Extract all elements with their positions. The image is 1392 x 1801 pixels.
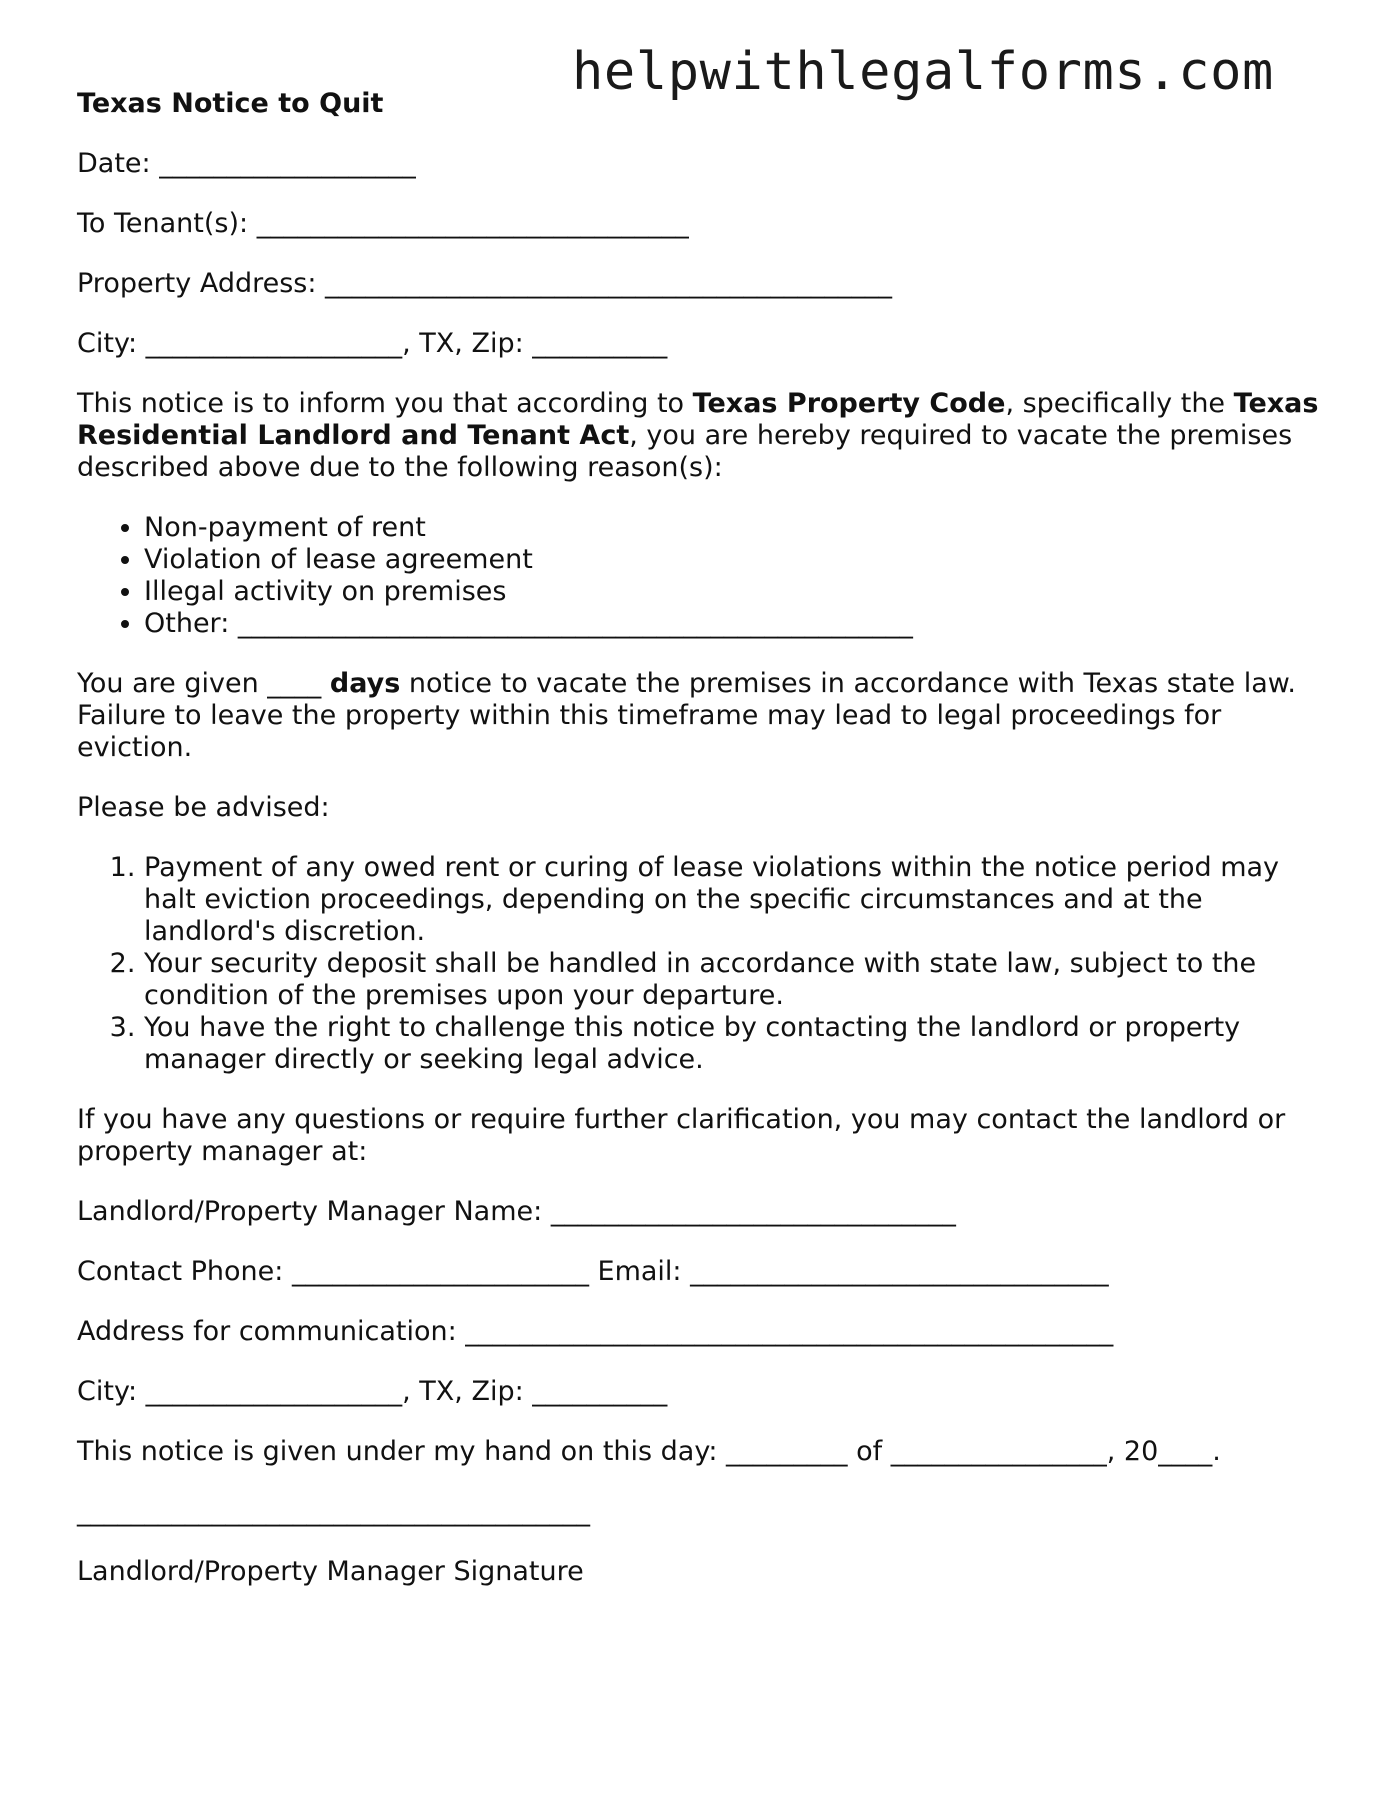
advised-heading: Please be advised: xyxy=(77,792,330,823)
watermark-logo: helpwithlegalforms.com xyxy=(572,42,1274,102)
notice-text-1: You are given ____ xyxy=(77,668,330,699)
reason-item-other: • Other: __________________________________________________ xyxy=(144,608,1327,640)
document-body xyxy=(77,88,1327,1616)
notice-text-2: notice to vacate the premises in accordance with Texas state law. Failure to leave the property within this timeframe may lead to legal proceedings for eviction. xyxy=(77,668,1296,763)
signature-line: ______________________________________ xyxy=(77,1496,590,1527)
tenants-field: To Tenant(s): ________________________________ xyxy=(77,208,689,239)
contact-city-zip-field: City: ___________________, TX, Zip: __________ xyxy=(77,1376,668,1407)
document-title: Texas Notice to Quit xyxy=(77,88,384,119)
manager-name-field: Landlord/Property Manager Name: ______________________________ xyxy=(77,1196,956,1227)
advisory-item: 2. Your security deposit shall be handled in accordance with state law, subject to the condition of the premises upon your departure. xyxy=(144,948,1327,1012)
phone-email-field: Contact Phone: ______________________ Email: _______________________________ xyxy=(77,1256,1109,1287)
intro-paragraph xyxy=(77,388,1327,484)
intro-text-3: , you are hereby required to vacate the premises described above due to the following reason(s): xyxy=(77,420,1293,483)
notice-period-paragraph xyxy=(77,668,1327,764)
notice-bold-days: days xyxy=(329,668,401,699)
intro-text-1: This notice is to inform you that according to xyxy=(77,388,693,419)
date-field: Date: ___________________ xyxy=(77,148,416,179)
property-address-field: Property Address: __________________________________________ xyxy=(77,268,893,299)
advisories-list xyxy=(77,852,1327,1076)
reason-item: • Violation of lease agreement xyxy=(144,544,1327,576)
intro-bold-act: Texas Residential Landlord and Tenant Act xyxy=(77,388,1319,451)
communication-address-field: Address for communication: ________________________________________________ xyxy=(77,1316,1114,1347)
signature-label: Landlord/Property Manager Signature xyxy=(77,1556,584,1587)
reason-item: • Non-payment of rent xyxy=(144,512,1327,544)
property-city-zip-field: City: ___________________, TX, Zip: __________ xyxy=(77,328,668,359)
intro-text-2: , specifically the xyxy=(1005,388,1234,419)
contact-intro: If you have any questions or require further clarification, you may contact the landlord or property manager at: xyxy=(77,1104,1286,1167)
advisory-item: 3. You have the right to challenge this notice by contacting the landlord or property manager directly or seeking legal advice. xyxy=(144,1012,1327,1076)
advisory-item: 1. Payment of any owed rent or curing of lease violations within the notice period may halt eviction proceedings, depending on the specific circumstances and at the landlord's discretion. xyxy=(144,852,1327,948)
intro-bold-property-code: Texas Property Code xyxy=(692,388,1006,419)
given-date-line: This notice is given under my hand on this day: _________ of ________________, 20____. xyxy=(77,1436,1221,1467)
reason-item: • Illegal activity on premises xyxy=(144,576,1327,608)
reasons-list xyxy=(77,512,1327,640)
